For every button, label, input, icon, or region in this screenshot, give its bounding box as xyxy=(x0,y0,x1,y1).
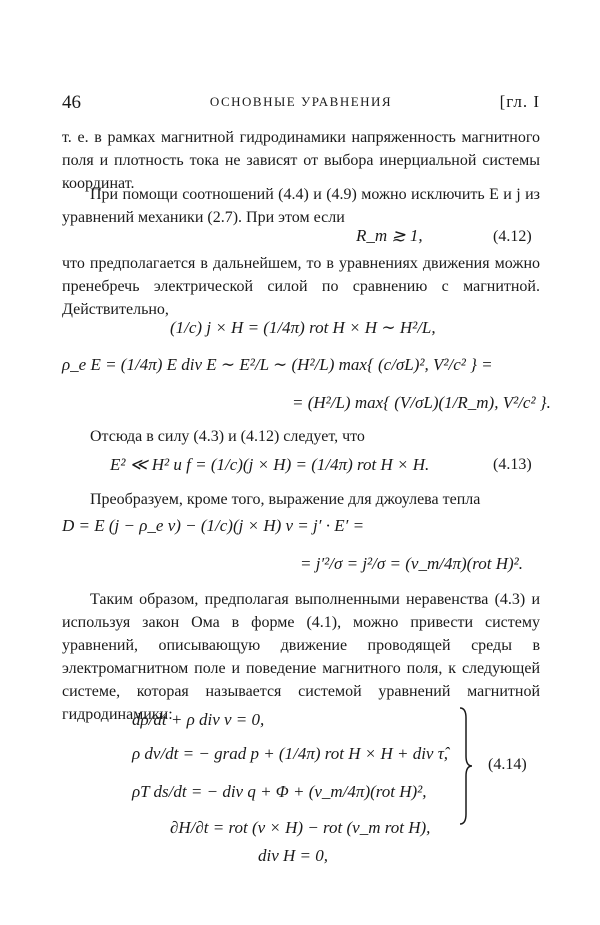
equation-magnetic-force: (1/c) j × H = (1/4π) rot H × H ∼ H²/L, xyxy=(170,318,436,337)
equation-label-4-14: (4.14) xyxy=(488,756,527,773)
paragraph-2: При помощи соотношений (4.4) и (4.9) можно исключить E и j из уравнений механики (2.7). При этом если xyxy=(62,186,541,226)
equation-momentum: ρ dv/dt = − grad p + (1/4π) rot H × H + div τ̂, xyxy=(132,744,449,763)
equation-joule-heat-result: = j′²/σ = j²/σ = (ν_m/4π)(rot H)². xyxy=(300,554,524,573)
paragraph-6: Таким образом, предполагая выполненными неравенства (4.3) и используя закон Ома в форме (4.1), можно привести систему уравнений, описывающую движение проводящей среды в электромагнитном поле и поведение магнитного поля, к следующей системе, которая называется системой уравнений магнитной гидродинамики: xyxy=(62,591,540,723)
paragraph-5: Преобразуем, кроме того, выражение для джоулева тепла xyxy=(90,491,481,508)
equation-continuity: dρ/dt + ρ div v = 0, xyxy=(132,710,265,729)
equation-joule-heat: D = E (j − ρ_e v) − (1/c)(j × H) v = j′ · E′ = xyxy=(62,516,365,535)
system-brace xyxy=(458,706,474,826)
equation-divergence-free: div H = 0, xyxy=(258,846,329,865)
paragraph-4: Отсюда в силу (4.3) и (4.12) следует, что xyxy=(90,428,365,445)
chapter-label: [гл. I xyxy=(499,92,540,111)
equation-4-12: R_m ≳ 1, xyxy=(356,226,423,245)
paragraph-1: т. е. в рамках магнитной гидродинамики напряженность магнитного поля и плотность тока не зависят от выбора инерциальной системы координат. xyxy=(62,129,540,192)
equation-induction: ∂H/∂t = rot (v × H) − rot (ν_m rot H), xyxy=(170,818,431,837)
running-title: ОСНОВНЫЕ УРАВНЕНИЯ xyxy=(209,94,393,109)
equation-label-4-13: (4.13) xyxy=(493,456,532,473)
equation-4-13: E² ≪ H² и f = (1/c)(j × H) = (1/4π) rot H × H. xyxy=(110,455,430,474)
equation-electric-force-estimate: = (H²/L) max{ (V/σL)(1/R_m), V²/c² }. xyxy=(292,393,551,412)
equation-label-4-12: (4.12) xyxy=(493,228,532,245)
equation-energy: ρT ds/dt = − div q + Φ + (ν_m/4π)(rot H)², xyxy=(132,782,427,801)
paragraph-3: что предполагается в дальнейшем, то в уравнениях движения можно пренебречь электрической силой по сравнению с магнитной. Действительно, xyxy=(62,255,540,318)
page-number: 46 xyxy=(62,92,81,113)
running-header xyxy=(62,92,540,116)
equation-electric-force: ρ_e E = (1/4π) E div E ∼ E²/L ∼ (H²/L) max{ (c/σL)², V²/c² } = xyxy=(62,355,493,374)
